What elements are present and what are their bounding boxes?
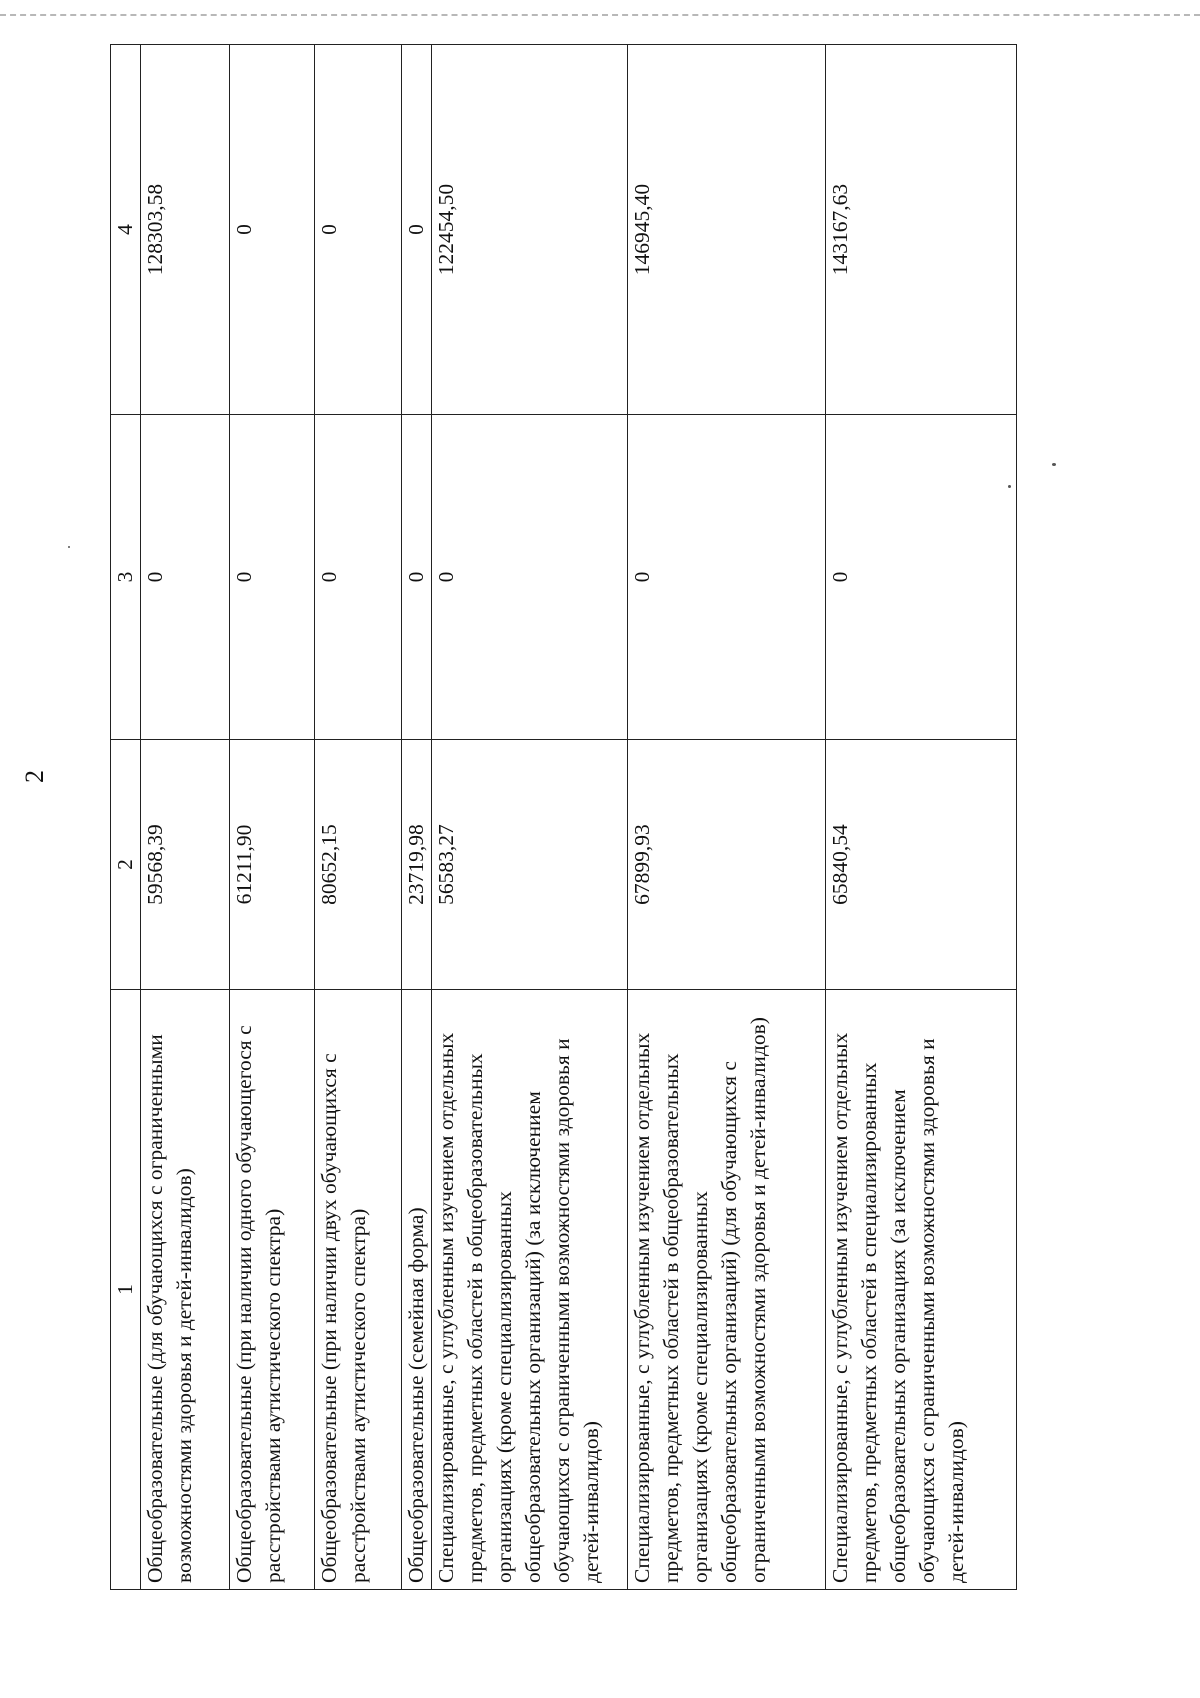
row-value-col4: 0 [230,45,315,415]
scan-artifact-line [0,14,1200,16]
header-cell: 1 [111,990,141,1590]
page-number: 2 [20,770,49,783]
row-value-col3: 0 [628,415,826,740]
row-value-col3: 0 [402,415,432,740]
header-cell: 3 [111,415,141,740]
cost-table [110,44,1017,1590]
row-value-col3: 0 [230,415,315,740]
table-header-row [111,45,141,1590]
table-row [402,45,432,1590]
row-value-col4: 0 [402,45,432,415]
row-name: Специализированные, с углубленным изучением отдельных предметов, предметных областей в специализированных общеобразовательных организациях (за исключением обучающихся с ограниченными возможностями здоровья и детей-инвалидов) [826,990,1017,1590]
row-value-col4: 0 [315,45,402,415]
table-row [628,45,826,1590]
header-cell: 4 [111,45,141,415]
row-value-col4: 122454,50 [432,45,628,415]
row-value-col2: 61211,90 [230,740,315,990]
row-name: Общеобразовательные (семейная форма) [402,990,432,1590]
header-cell: 2 [111,740,141,990]
table-row [315,45,402,1590]
row-value-col2: 56583,27 [432,740,628,990]
row-value-col3: 0 [141,415,230,740]
row-value-col2: 67899,93 [628,740,826,990]
table-row [141,45,230,1590]
scan-speck [1052,463,1056,466]
row-value-col3: 0 [432,415,628,740]
row-name: Общеобразовательные (для обучающихся с ограниченными возможностями здоровья и детей-инвалидов) [141,990,230,1590]
row-name: Общеобразовательные (при наличии двух обучающихся с расстройствами аутистического спектра) [315,990,402,1590]
row-value-col2: 23719,98 [402,740,432,990]
row-value-col3: 0 [826,415,1017,740]
rotated-table-container [110,45,1015,1590]
table-row [826,45,1017,1590]
row-value-col3: 0 [315,415,402,740]
row-name: Специализированные, с углубленным изучением отдельных предметов, предметных областей в общеобразовательных организациях (кроме специализированных общеобразовательных организаций) (для обучающихся с ограниченными возможностями здоровья и детей-инвалидов) [628,990,826,1590]
table-row [230,45,315,1590]
row-value-col4: 146945,40 [628,45,826,415]
scan-speck [68,546,70,548]
table-row [432,45,628,1590]
row-name: Общеобразовательные (при наличии одного обучающегося с расстройствами аутистического спектра) [230,990,315,1590]
row-value-col2: 65840,54 [826,740,1017,990]
row-name: Специализированные, с углубленным изучением отдельных предметов, предметных областей в общеобразовательных организациях (кроме специализированных общеобразовательных организаций) (за исключением обучающихся с ограниченными возможностями здоровья и детей-инвалидов) [432,990,628,1590]
row-value-col2: 80652,15 [315,740,402,990]
row-value-col4: 143167,63 [826,45,1017,415]
row-value-col2: 59568,39 [141,740,230,990]
row-value-col4: 128303,58 [141,45,230,415]
